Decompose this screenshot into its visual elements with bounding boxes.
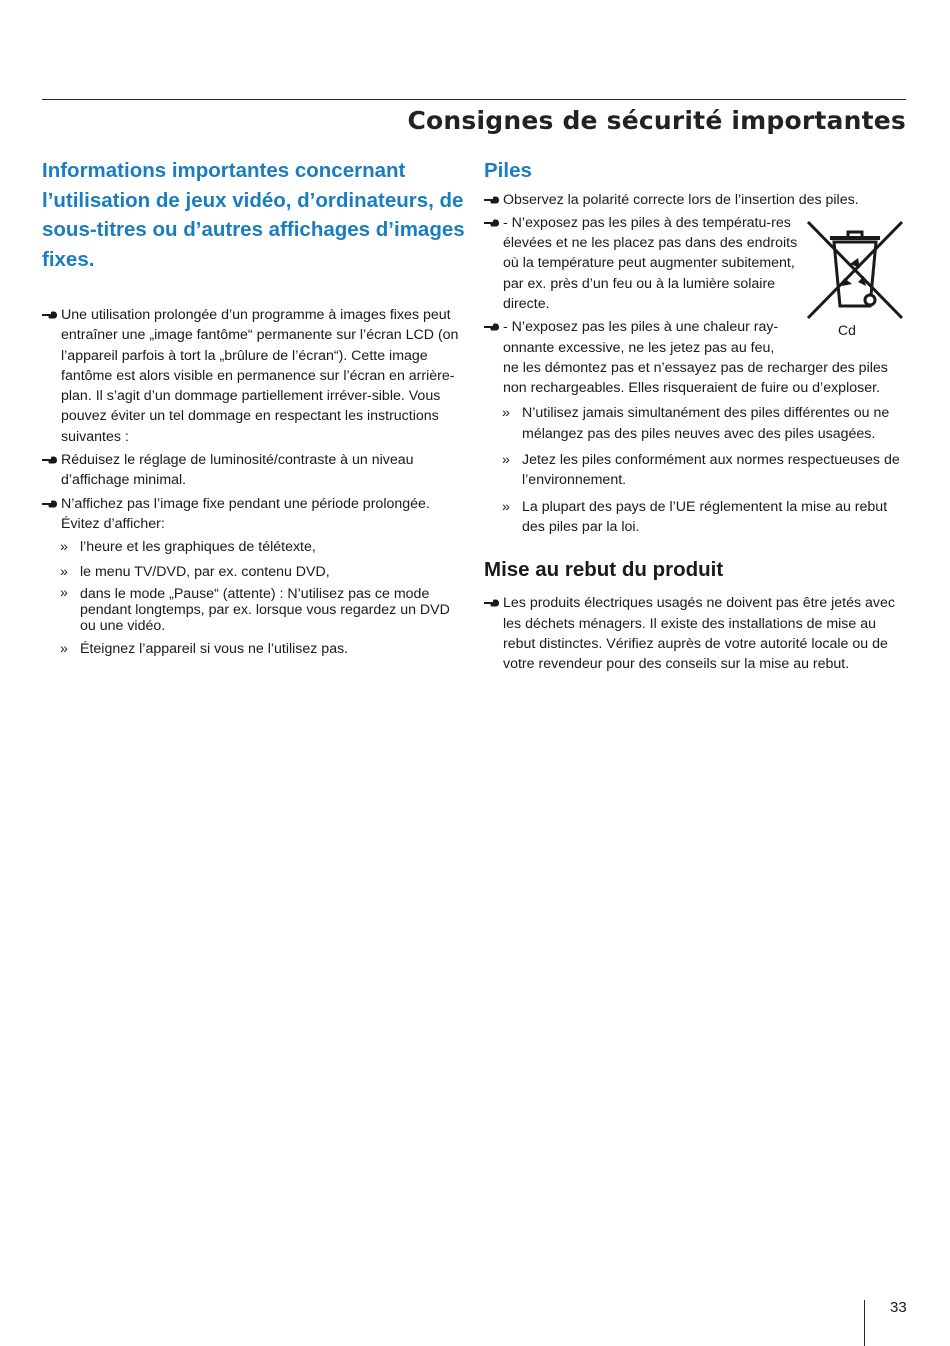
sub-item-text: La plupart des pays de l’UE réglementent la mise au rebut des piles par la loi. <box>522 498 888 535</box>
piles-heading: Piles <box>484 159 532 182</box>
sub-item-text: l’heure et les graphiques de télétexte, <box>80 539 316 556</box>
list-item-text: Observez la polarité correcte lors de l’insertion des piles. <box>503 191 859 208</box>
sub-item-text: Éteignez l’appareil si vous ne l’utilisez pas. <box>80 640 349 657</box>
pointing-hand-icon <box>42 499 57 509</box>
pointing-hand-icon <box>484 218 499 228</box>
sub-list-item <box>42 562 467 582</box>
page-title: Consignes de sécurité importantes <box>407 106 906 135</box>
list-item-continuation: ne les démontez pas et n’essayez pas de recharger des piles non rechargeables. Elles risqueraient de fuire ou d’exploser. <box>503 359 888 397</box>
sub-item-text: le menu TV/DVD, par ex. contenu DVD, <box>80 563 330 580</box>
list-item-text: Les produits électriques usagés ne doivent pas être jetés avec les déchets ménagers. Il existe des installations de mise au rebut distinctes. Vérifiez auprès de votre autorité locale ou de votre revendeur pour des conseils sur la mise au rebut. <box>503 595 895 673</box>
sub-item-text: N’utilisez jamais simultanément des piles différentes ou ne mélangez pas des piles neuves avec des piles usagées. <box>522 405 890 442</box>
sub-list-item <box>42 586 467 635</box>
sub-marker: » <box>60 563 68 580</box>
sub-marker: » <box>60 539 68 556</box>
crossed-out-wheelie-bin-icon <box>804 218 906 322</box>
pointing-hand-icon <box>484 322 499 332</box>
pointing-hand-icon <box>42 455 57 465</box>
footer-rule <box>864 1300 865 1346</box>
list-item <box>42 305 467 447</box>
sub-item-text: dans le mode „Pause“ (attente) : N’utilisez pas ce mode pendant longtemps, par ex. lorsque vous regardez un DVD ou une vidéo. <box>80 585 450 635</box>
pointing-hand-icon <box>484 195 499 205</box>
pointing-hand-icon <box>42 310 57 320</box>
list-item <box>42 494 467 535</box>
sub-list-item <box>484 403 908 444</box>
sub-marker: » <box>502 452 510 469</box>
bin-label: Cd <box>838 322 856 338</box>
sub-marker: » <box>60 584 68 601</box>
list-item-text: - N’exposez pas les piles à une chaleur ray-onnante excessive, ne les jetez pas au feu, <box>503 319 779 356</box>
list-item-text: - N’exposez pas les piles à des températu-res élevées et ne les placez pas dans des endroits où la température peut augmenter subitement, par ex. près d’un feu ou à la lumière solaire directe. <box>503 214 798 312</box>
sub-list-item <box>42 537 467 557</box>
sub-list-item <box>484 497 908 538</box>
fixed-images-heading: Informations importantes concernant l’utilisation de jeux vidéo, d’ordinateurs, de sous-titres ou d’autres affichages d’images fixes. <box>42 159 465 271</box>
list-item <box>484 190 908 210</box>
left-column <box>42 156 467 663</box>
sub-marker: » <box>60 640 68 657</box>
list-item-text: Réduisez le réglage de luminosité/contraste à un niveau d’affichage minimal. <box>61 452 414 489</box>
sub-item-text: Jetez les piles conformément aux normes respectueuses de l’environnement. <box>522 452 900 489</box>
sub-marker: » <box>502 405 510 422</box>
disposal-heading: Mise au rebut du produit <box>484 558 724 582</box>
sub-list-item <box>42 639 467 659</box>
list-item-text: Une utilisation prolongée d’un programme à images fixes peut entraîner une „image fantôme“ permanente sur l’écran LCD (on l’appareil parfois à tort la „brûlure de l’écran“). Cette image fantôme est alors visible en permanence sur l’écran en arrière-plan. Il s’agit d’un dommage partiellement irréver-sible. Vous pouvez éviter un tel dommage en respectant les instructions suivantes : <box>61 307 459 445</box>
sub-list-item <box>484 450 908 491</box>
pointing-hand-icon <box>484 598 499 608</box>
list-item <box>42 450 467 491</box>
list-item-text: N’affichez pas l’image fixe pendant une période prolongée. Évitez d’afficher: <box>61 495 430 532</box>
page-number: 33 <box>890 1299 907 1316</box>
list-item <box>484 213 803 314</box>
top-rule <box>42 99 906 100</box>
list-item <box>484 593 908 674</box>
sub-marker: » <box>502 498 510 515</box>
